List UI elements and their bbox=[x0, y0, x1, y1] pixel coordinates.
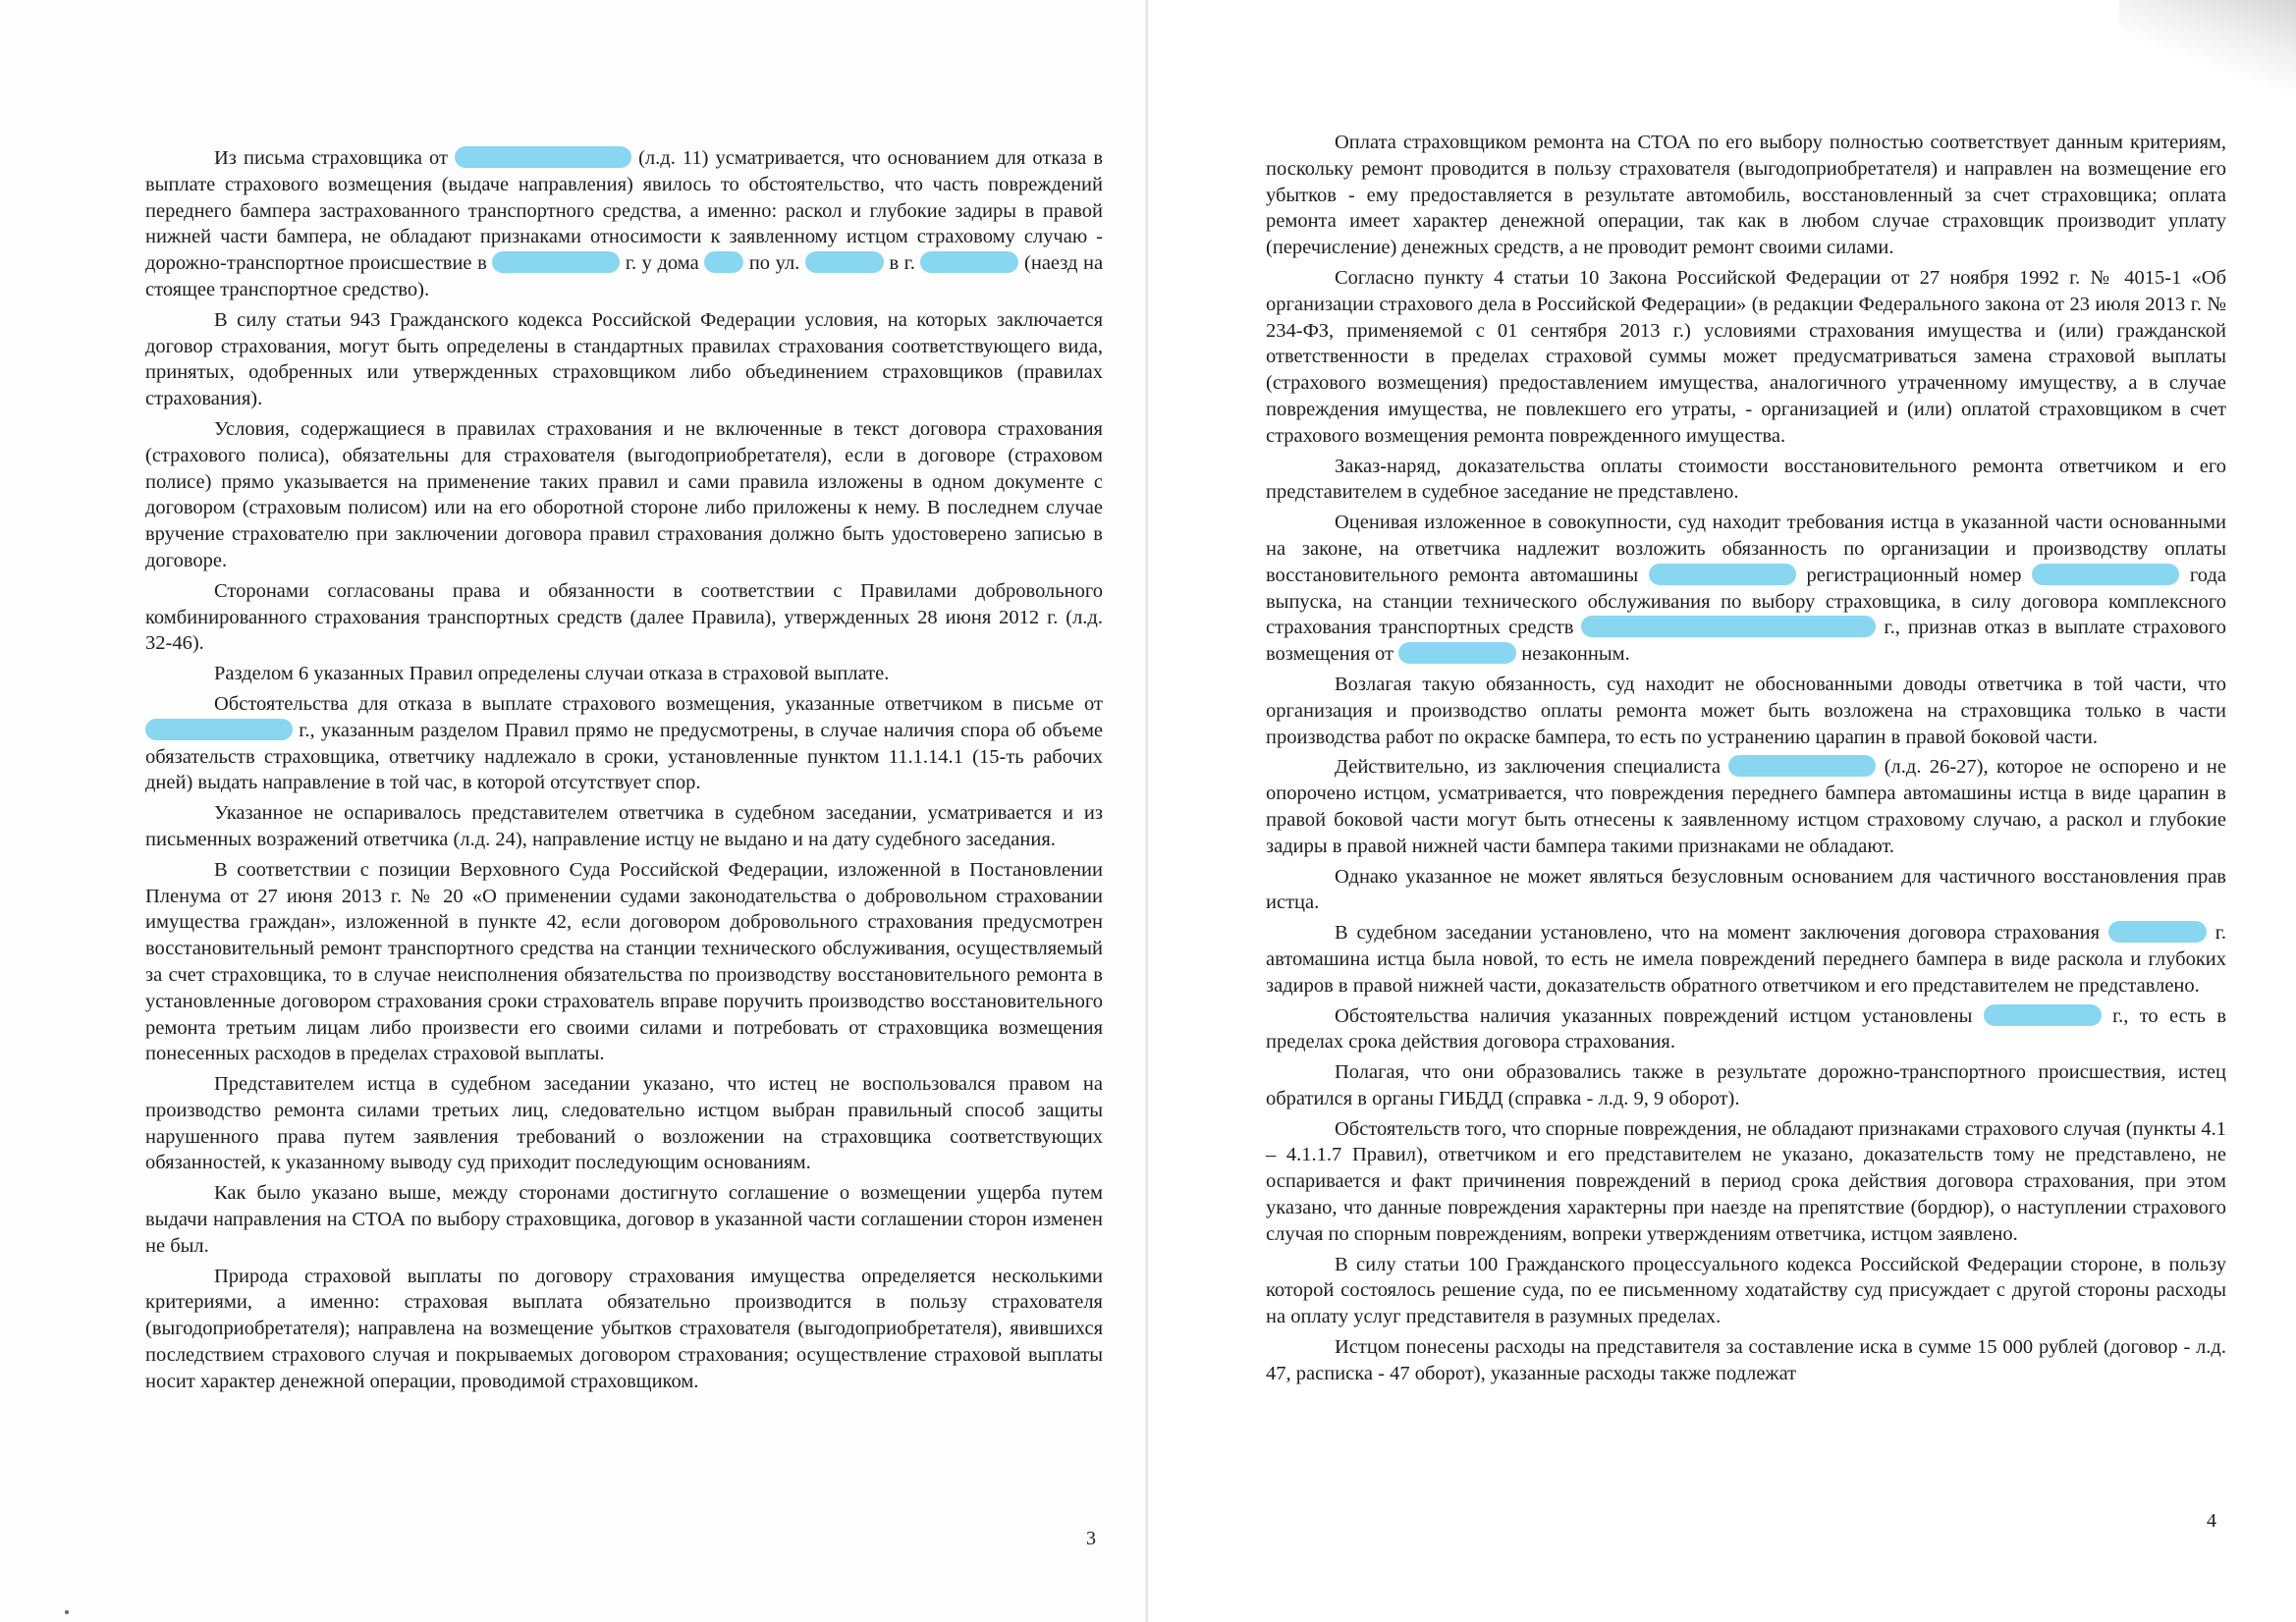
paragraph: Природа страховой выплаты по договору страхования имущества определяется несколькими критериями, а именно: страховая выплата обязательно производится в пользу страхователя (выгодоприобретателя); направлена на возмещение убытков страхователя (выгодоприобретателя), явившихся последствием страхового случая и покрываемых договором страхования; осуществление страховой выплаты носит характер денежной операции, проводимой страховщиком. bbox=[145, 1265, 1103, 1392]
paragraph: В судебном заседании установлено, что на момент заключения договора страхования г. автомашина истца была новой, то есть не имела повреждений переднего бампера в виде раскола и глубоких задиров в правой нижней части, доказательств обратного ответчиком и его представителем не представлено. bbox=[1266, 922, 2227, 997]
paragraph: Обстоятельства наличия указанных повреждений истцом установлены г., то есть в пределах срока действия договора страхования. bbox=[1266, 1004, 2226, 1054]
paragraph: Действительно, из заключения специалиста (л.д. 26-27), которое не оспорено и не опорочено истцом, усматривается, что повреждения переднего бампера автомашины истца в виде царапин в правой боковой части могут быть отнесены к заявленному истцом страховому случаю, а раскол и глубокие задиры в правой нижней части бампера такими признаками не обладают. bbox=[1266, 756, 2227, 857]
paragraph: Сторонами согласованы права и обязанности в соответствии с Правилами добровольного комбинированного страхования транспортных средств (далее Правила), утвержденных 28 июня 2012 г. (л.д. 32-46). bbox=[145, 579, 1103, 655]
paragraph: В соответствии с позиции Верховного Суда Российской Федерации, изложенной в Постановлении Пленума от 27 июня 2013 г. № 20 «О применении судами законодательства о добровольном страховании имущества граждан», изложенной в пункте 42, если договором добровольного страхования предусмотрен восстановительный ремонт транспортного средства на станции технического обслуживания, осуществляемый за счет страховщика, то в случае неисполнения обязательства по производству восстановительного ремонта в установленные договором страхования сроки страхователь вправе поручить производство восстановительного ремонта третьим лицам либо произвести его своими силами и потребовать от страховщика возмещения понесенных расходов в пределах страховой выплаты. bbox=[145, 858, 1103, 1065]
page-corner-fold bbox=[2119, 0, 2296, 118]
paragraph: Разделом 6 указанных Правил определены случаи отказа в страховой выплате. bbox=[214, 663, 890, 685]
paragraph: Истцом понесены расходы на представителя за составление иска в сумме 15 000 рублей (договор - л.д. 47, расписка - 47 оборот), указанные расходы также подлежат bbox=[1266, 1336, 2226, 1384]
redaction-mark bbox=[455, 146, 631, 168]
paragraph: Обстоятельства для отказа в выплате страхового возмещения, указанные ответчиком в письме от г., указанным разделом Правил прямо не предусмотрены, в случае наличия спора об объеме обязательств страховщика, ответчику надлежало в сроки, установленные пунктом 11.1.14.1 (15-ть рабочих дней) выдать направление в той час, в которой отсутствует спор. bbox=[145, 692, 1104, 794]
paragraph: Представителем истца в судебном заседании указано, что истец не воспользовался правом на производство ремонта силами третьих лиц, следовательно истцом выбран правильный способ защиты нарушенного права путем заявления требований о возложении на страховщика соответствующих обязанностей, к указанному выводу суд приходит последующим основаниям. bbox=[145, 1073, 1103, 1174]
redaction-mark bbox=[1984, 1004, 2102, 1026]
redaction-mark bbox=[2032, 564, 2179, 585]
document-page-right bbox=[1148, 0, 2296, 1622]
paragraph: Возлагая такую обязанность, суд находит не обоснованными доводы ответчика в той части, что организация и производство оплаты ремонта может быть возложена на страховщика только в части производства работ по окраске бампера, то есть по устранению царапин в правой боковой части. bbox=[1266, 673, 2226, 748]
redaction-mark bbox=[805, 251, 884, 273]
paragraph: Условия, содержащиеся в правилах страхования и не включенные в текст договора страхования (страхового полиса), обязательны для страхователя (выгодоприобретателя), если в договоре (страховом полисе) прямо указывается на применение таких правил и сами правила изложены в одном документе с договором (страховым полисом) или на его оборотной стороне либо приложены к нему. В последнем случае вручение страхователю при заключении договора правил страхования должно быть удостоверено записью в договоре. bbox=[145, 417, 1103, 571]
paragraph: Указанное не оспаривалось представителем ответчика в судебном заседании, усматривается и из письменных возражений ответчика (л.д. 24), направление истцу не выдано и на дату судебного заседания. bbox=[145, 802, 1103, 850]
paragraph: Полагая, что они образовались также в результате дорожно-транспортного происшествия, истец обратился в органы ГИБДД (справка - л.д. 9, 9 оборот). bbox=[1266, 1061, 2226, 1109]
paragraph: В силу статьи 100 Гражданского процессуального кодекса Российской Федерации стороне, в пользу которой состоялось решение суда, по ее письменному ходатайству суд присуждает с другой стороны расходы на оплату услуг представителя в разумных пределах. bbox=[1266, 1253, 2226, 1328]
paragraph: В силу статьи 943 Гражданского кодекса Российской Федерации условия, на которых заключается договор страхования, могут быть определены в стандартных правилах страхования соответствующего вида, принятых, одобренных или утвержденных страховщиком либо объединением страховщиков (правилах страхования). bbox=[145, 308, 1103, 410]
paragraph: Однако указанное не может являться безусловным основанием для частичного восстановления прав истца. bbox=[1266, 865, 2226, 914]
page-number: 4 bbox=[2207, 1510, 2216, 1532]
redaction-mark bbox=[1581, 616, 1876, 637]
page-body-text bbox=[145, 145, 1103, 1399]
redaction-mark bbox=[920, 251, 1018, 273]
paragraph: Обстоятельств того, что спорные повреждения, не обладают признаками страхового случая (пункты 4.1 – 4.1.1.7 Правил), ответчиком и его представителем не указано, доказательств тому не представлено, не оспаривается и факт причинения повреждений в период срока действия договора страхования, при этом указано, что данные повреждения характерны при наезде на препятствие (бордюр), о наступлении страхового случая по спорным повреждениям, вопреки утверждениям ответчика, истцом заявлено. bbox=[1266, 1117, 2226, 1245]
redaction-mark bbox=[1728, 755, 1876, 777]
redaction-mark bbox=[2108, 921, 2207, 943]
redaction-mark bbox=[704, 251, 743, 273]
redaction-mark bbox=[1649, 564, 1796, 585]
redaction-mark bbox=[1398, 642, 1516, 664]
paragraph: Оплата страховщиком ремонта на СТОА по его выбору полностью соответствует данным критериям, поскольку ремонт проводится в пользу страхователя (выгодоприобретателя) и направлен на возмещение его убытков - ему предоставляется в результате автомобиль, восстановленный за счет страховщика; оплата ремонта имеет характер денежной операции, так как в любом случае страховщик производит уплату (перечисление) денежных средств, а не проводит ремонт своими силами. bbox=[1266, 132, 2226, 259]
page-body-text bbox=[1266, 130, 2226, 1391]
paragraph: Как было указано выше, между сторонами достигнуто соглашение о возмещении ущерба путем выдачи направления на СТОА по выбору страховщика, договор в указанной части соглашении сторон изменен не был. bbox=[145, 1182, 1103, 1257]
paragraph: Заказ-наряд, доказательства оплаты стоимости восстановительного ремонта ответчиком и его представителем в судебное заседание не представлено. bbox=[1266, 455, 2226, 504]
redaction-mark bbox=[492, 251, 620, 273]
paragraph: Оценивая изложенное в совокупности, суд находит требования истца в указанной части основанными на законе, на ответчика надлежит возложить обязанность по организации и производству оплаты восстановительного ремонта автомашины регистрационный номер года выпуска, на станции технического обслуживания по выбору страховщика, в силу договора комплексного страхования транспортных средств г., признав отказ в выплате страхового возмещения от незаконным. bbox=[1266, 512, 2227, 666]
paragraph: Из письма страховщика от (л.д. 11) усматривается, что основанием для отказа в выплате страхового возмещения (выдаче направления) явилось то обстоятельство, что часть повреждений переднего бампера застрахованного транспортного средства, а именно: раскол и глубокие задиры в правой нижней части бампера, не обладают признаками относимости к заявленному истцом страховому случаю - дорожно-транспортное происшествие в г. у дома по ул. в г. (наезд на стоящее транспортное средство). bbox=[145, 147, 1104, 300]
page-number: 3 bbox=[1086, 1528, 1096, 1549]
redaction-mark bbox=[145, 719, 293, 740]
paragraph: Согласно пункту 4 статьи 10 Закона Российской Федерации от 27 ноября 1992 г. № 4015-1 «Об организации страхового дела в Российской Федерации» (в редакции Федерального закона от 23 июля 2013 г. № 234-ФЗ, применяемой с 01 сентября 2013 г.) условиями страхования имущества и (или) гражданской ответственности в пределах страховой суммы может предусматриваться замена страховой выплаты (страхового возмещения) предоставлением имущества, аналогичного утраченному имуществу, а в случае повреждения имущества, не повлекшего его утраты, - организацией и (или) оплатой страховщиком в счет страхового возмещения ремонта поврежденного имущества. bbox=[1266, 266, 2226, 447]
scan-speck bbox=[65, 1610, 69, 1614]
